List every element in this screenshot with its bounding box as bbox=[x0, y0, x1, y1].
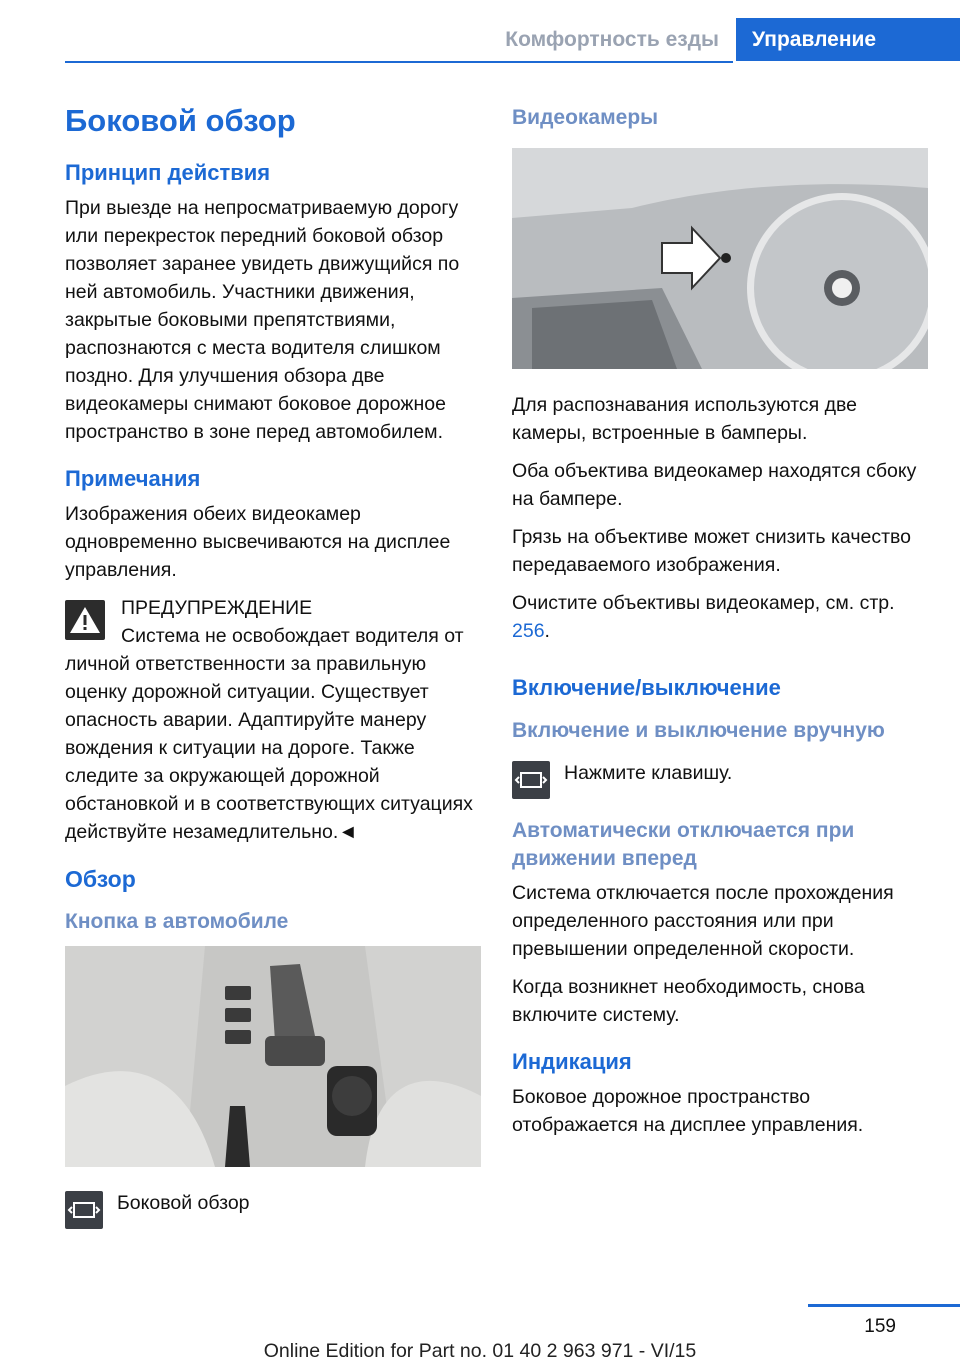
warning-text: личной ответственности за правильную оценку дорожной ситуации. Существует опасность аварии. Адаптируйте манеру вождения к ситуации на дороге. Также следите за окружающей дорожной обстановкой и в соответствующих ситуациях действуйте незамедлительно.◄ bbox=[65, 653, 473, 843]
cameras-p3: Грязь на объективе может снизить качество передаваемого изображения. bbox=[512, 526, 911, 576]
side-view-caption: Боковой обзор bbox=[117, 1192, 250, 1214]
principle-heading: Принцип действия bbox=[65, 160, 271, 185]
overview-heading: Обзор bbox=[65, 866, 136, 892]
page-link-256[interactable]: 256 bbox=[512, 620, 545, 642]
onoff-heading: Включение/выключение bbox=[512, 675, 781, 700]
cameras-p4 bbox=[512, 589, 928, 645]
cameras-p4-text: Очистите объективы видеокамер, см. стр. bbox=[512, 592, 895, 614]
display-heading: Индикация bbox=[512, 1049, 632, 1074]
page-number: 159 bbox=[864, 1316, 896, 1337]
cameras-p4-end: . bbox=[544, 620, 550, 642]
page-title: Боковой обзор bbox=[65, 103, 296, 138]
side-view-button-row bbox=[65, 1189, 481, 1229]
cameras-heading: Видеокамеры bbox=[512, 106, 659, 129]
header-chapter-tab[interactable]: Управление bbox=[736, 18, 960, 61]
notes-heading: Примечания bbox=[65, 466, 201, 491]
auto-off-p1: Система отключается после прохождения определенного расстояния или при превышении определенной скорости. bbox=[512, 882, 894, 960]
right-column bbox=[512, 100, 928, 1149]
side-view-camera-icon[interactable] bbox=[65, 1191, 103, 1229]
warning-text-first: Система не освобождает водителя от bbox=[121, 625, 464, 647]
header-section[interactable]: Комфортность езды bbox=[505, 28, 719, 51]
left-column bbox=[65, 100, 481, 1229]
side-view-camera-button-icon[interactable] bbox=[512, 761, 550, 799]
header-rule bbox=[65, 61, 733, 63]
warning-title: ПРЕДУПРЕЖДЕНИЕ bbox=[121, 597, 313, 619]
manual-onoff-heading: Включение и выключение вручную bbox=[512, 719, 885, 742]
auto-off-p2: Когда возникнет необходимость, снова включите систему. bbox=[512, 976, 865, 1026]
cameras-p2: Оба объектива видеокамер находятся сбоку на бампере. bbox=[512, 460, 917, 510]
display-text: Боковое дорожное пространство отображается на дисплее управления. bbox=[512, 1086, 864, 1136]
notes-text: Изображения обеих видеокамер одновременно высвечиваются на дисплее управления. bbox=[65, 503, 451, 581]
interior-button-photo bbox=[65, 946, 481, 1167]
manual-onoff-text: Нажмите клавишу. bbox=[564, 762, 733, 784]
button-in-car-heading: Кнопка в автомобиле bbox=[65, 910, 289, 933]
warning-block bbox=[65, 594, 481, 846]
manual-button-row bbox=[512, 759, 928, 799]
edition-footer: Online Edition for Part no. 01 40 2 963 971 - VI/15 bbox=[263, 1340, 697, 1362]
cameras-p1: Для распознавания используются две камеры, встроенные в бамперы. bbox=[512, 394, 857, 444]
auto-off-heading: Автоматически отключается при движении вперед bbox=[512, 819, 855, 870]
warning-triangle-icon bbox=[65, 600, 105, 640]
footer-rule bbox=[808, 1304, 960, 1307]
principle-text: При выезде на непросматриваемую дорогу или перекресток передний боковой обзор позволяет заранее увидеть движущийся по ней автомобиль. Участники движения, закрытые боковыми препятствиями, распознаются с места водителя слишком поздно. Для улучшения обзора две видеокамеры снимают боковое дорожное пространство в зоне перед автомобилем. bbox=[65, 197, 460, 443]
bumper-camera-photo bbox=[512, 148, 928, 369]
